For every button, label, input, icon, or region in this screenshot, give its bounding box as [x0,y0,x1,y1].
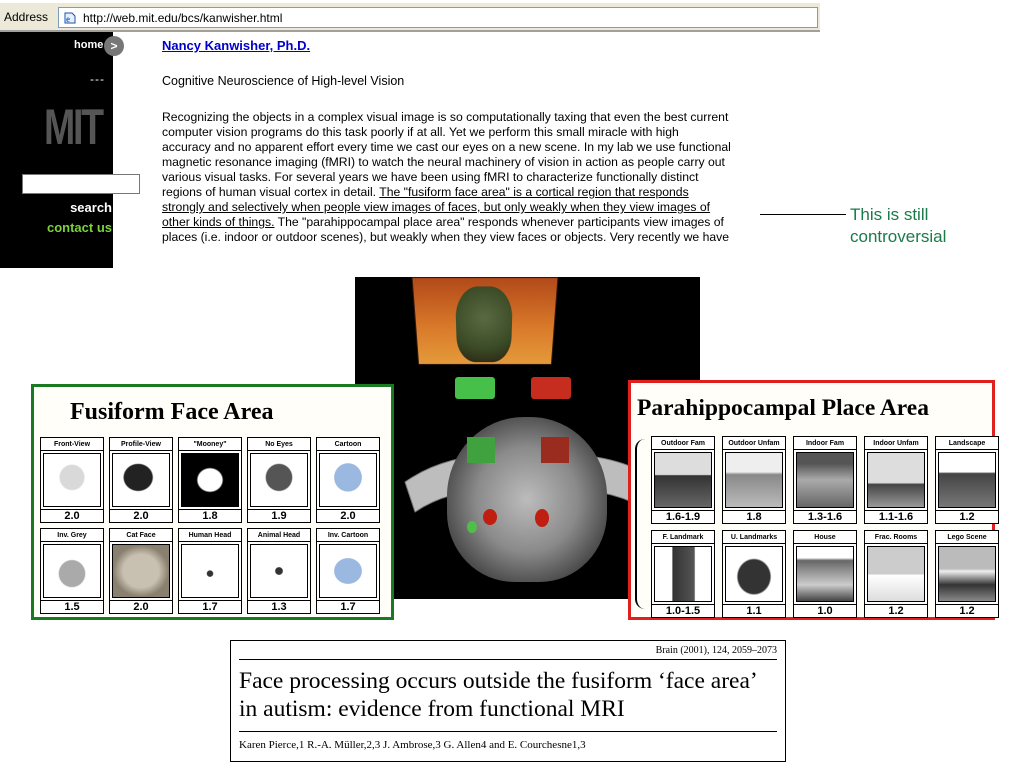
face-inset [467,437,495,463]
ffa-tile-label: No Eyes [248,438,310,451]
face-stimulus [455,286,513,362]
ffa-tile [178,437,242,523]
ffa-tile [40,528,104,614]
ffa-tile-label: Cat Face [110,529,172,542]
contact-link[interactable]: contact us [46,220,112,235]
underlined-claim: The "fusiform face area" is a cortical region that responds [379,185,689,199]
page-subtitle: Cognitive Neuroscience of High-level Vision [162,74,405,88]
ppa-tile [935,436,999,524]
ppa-tile [722,436,786,524]
underlined-claim: strongly and selectively when people view images of faces, but only weakly when they view images of [162,200,711,214]
ppa-tile-label: U. Landmarks [723,531,785,544]
address-bar [0,2,820,32]
name-link[interactable]: Nancy Kanwisher, Ph.D. [162,38,311,53]
ppa-stimulus-image [867,546,925,602]
ppa-panel [628,380,995,620]
ffa-tile-value: 2.0 [110,509,172,522]
callout-text: This is still [850,205,929,224]
ffa-stimulus-image [319,544,377,598]
ffa-tile-value: 2.0 [110,600,172,613]
ppa-tile [651,436,715,524]
ffa-tile-value: 1.5 [41,600,103,613]
activation-blob-green [467,521,477,533]
ffa-tile-value: 1.8 [179,509,241,522]
paragraph-line [162,215,822,230]
ppa-stimulus-image [796,546,854,602]
callout-line [760,214,846,215]
sidebar-divider: --- [90,72,105,86]
ffa-tile [316,437,380,523]
ppa-tile-label: House [794,531,856,544]
ppa-tile [864,530,928,618]
ffa-tile-value: 1.9 [248,509,310,522]
brace-icon [635,439,649,609]
ppa-stimulus-image [938,452,996,508]
paragraph-text: The "parahippocampal place area" responds whenever participants view images of [274,215,724,229]
main-content [162,38,822,245]
intro-paragraph [162,110,822,245]
ffa-tile [178,528,242,614]
ffa-panel [31,384,394,620]
ppa-stimulus-image [867,452,925,508]
ffa-tile-label: Cartoon [317,438,379,451]
paragraph-line [162,185,822,200]
ppa-tile [864,436,928,524]
ppa-tile [793,530,857,618]
activation-blob-red [535,509,549,527]
ffa-tile [40,437,104,523]
ppa-tile-label: Indoor Unfam [865,437,927,450]
ppa-tile-label: Outdoor Unfam [723,437,785,450]
ppa-stimulus-image [725,452,783,508]
ppa-stimulus-image [796,452,854,508]
paragraph-line: magnetic resonance imaging (fMRI) to watch the neural machinery of vision in action as people carry out [162,155,725,169]
ppa-stimulus-image [654,452,712,508]
address-label: Address [4,10,49,24]
url-input[interactable] [58,7,818,28]
ffa-tile-value: 1.7 [179,600,241,613]
ppa-tile-value: 1.2 [865,604,927,617]
ppa-tile-label: Frac. Rooms [865,531,927,544]
ppa-tile [793,436,857,524]
ffa-tile-label: Inv. Grey [41,529,103,542]
ffa-stimulus-image [43,544,101,598]
ffa-tile [247,437,311,523]
ie-page-icon [62,10,78,26]
paragraph-line [162,200,822,215]
ffa-stimulus-image [319,453,377,507]
activation-blob-red [483,509,497,525]
ppa-tile-value: 1.2 [936,604,998,617]
paper-title: Face processing occurs outside the fusiform ‘face area’ in autism: evidence from functional MRI [239,668,756,722]
ppa-tile-value: 1.1-1.6 [865,510,927,523]
paper-citation [230,640,786,762]
ppa-stimulus-image [654,546,712,602]
ffa-stimulus-image [181,453,239,507]
ppa-tile-value: 1.2 [936,510,998,523]
url-text: http://web.mit.edu/bcs/kanwisher.html [83,11,283,25]
paragraph-text: regions of human visual cortex in detail. [162,185,380,199]
ppa-stimulus-image [725,546,783,602]
ppa-tile-value: 1.0 [794,604,856,617]
green-lens [455,377,495,399]
ppa-tile-value: 1.0-1.5 [652,604,714,617]
ppa-tile-label: Landscape [936,437,998,450]
callout-text: controversial [850,227,947,246]
ppa-tile-value: 1.3-1.6 [794,510,856,523]
ffa-stimulus-image [250,544,308,598]
search-input[interactable] [22,174,140,194]
stimulus-screen [412,277,559,365]
ffa-tile-value: 2.0 [41,509,103,522]
home-link[interactable]: home [74,39,104,51]
ffa-tile-label: "Mooney" [179,438,241,451]
ppa-tile [722,530,786,618]
ffa-stimulus-image [250,453,308,507]
ppa-tile-label: Outdoor Fam [652,437,714,450]
callout-annotation [850,204,1000,248]
mit-logo: MIT [44,99,102,155]
journal-reference: Brain (2001), 124, 2059–2073 [655,645,777,656]
ffa-tile-label: Human Head [179,529,241,542]
ffa-stimulus-image [112,544,170,598]
ffa-tile-label: Front-View [41,438,103,451]
ppa-tile-value: 1.8 [723,510,785,523]
divider [239,731,777,732]
ppa-tile-value: 1.6-1.9 [652,510,714,523]
underlined-claim: other kinds of things. [162,215,275,229]
ffa-title: Fusiform Face Area [70,399,274,425]
ffa-tile-value: 2.0 [317,509,379,522]
divider [239,659,777,660]
red-lens [531,377,571,399]
paragraph-line: computer vision programs do this task poorly if at all. Yet we perform this small miracle with high [162,125,679,139]
paragraph-line: various visual tasks. For several years we have been using fMRI to characterize functionally distinct [162,170,699,184]
ffa-tile-label: Inv. Cartoon [317,529,379,542]
ffa-tile-value: 1.7 [317,600,379,613]
ppa-stimulus-image [938,546,996,602]
ppa-tile [651,530,715,618]
paper-authors: Karen Pierce,1 R.-A. Müller,2,3 J. Ambrose,3 G. Allen4 and E. Courchesne1,3 [239,739,586,751]
ppa-tile-label: F. Landmark [652,531,714,544]
ppa-title: Parahippocampal Place Area [637,395,929,421]
ffa-tile [247,528,311,614]
ffa-tile [109,528,173,614]
ffa-tile-label: Profile-View [110,438,172,451]
sidebar [0,32,118,268]
house-inset [541,437,569,463]
ffa-tile [109,437,173,523]
ffa-stimulus-image [181,544,239,598]
svg-text:e: e [66,14,70,24]
ffa-tile-value: 1.3 [248,600,310,613]
paragraph-line: accuracy and no apparent effort every time we cast our eyes on a new scene. In my lab we use functional [162,140,731,154]
ffa-tile-label: Animal Head [248,529,310,542]
paragraph-line: places (i.e. indoor or outdoor scenes), but weakly when they view faces or objects. Very recently we have [162,230,730,244]
ffa-stimulus-image [112,453,170,507]
search-link[interactable]: search [70,200,112,215]
ppa-tile-label: Indoor Fam [794,437,856,450]
home-arrow-icon[interactable]: > [104,36,124,56]
ppa-tile-label: Lego Scene [936,531,998,544]
paragraph-line: Recognizing the objects in a complex visual image is so computationally taxing that even the best current [162,110,729,124]
ppa-tile [935,530,999,618]
ffa-tile [316,528,380,614]
ffa-stimulus-image [43,453,101,507]
ppa-tile-value: 1.1 [723,604,785,617]
